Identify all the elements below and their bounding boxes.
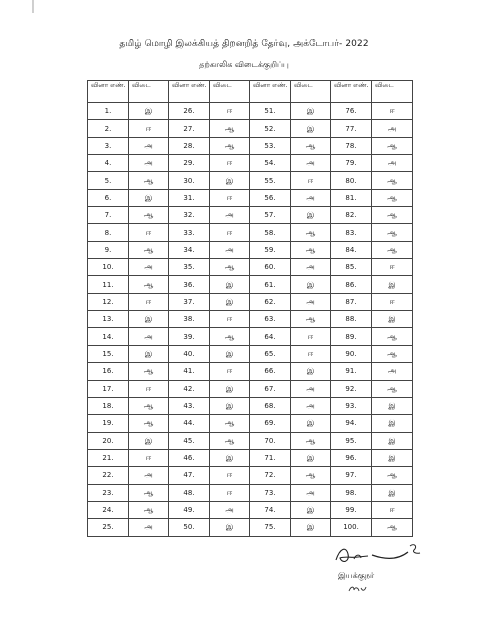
table-row xyxy=(88,137,413,154)
answer-cell: ஈ xyxy=(372,103,413,120)
header-answer: விடை xyxy=(210,81,250,103)
answer-cell: இ xyxy=(372,415,413,432)
answer-cell: ஈ xyxy=(129,449,169,466)
question-number-cell: 12. xyxy=(88,293,129,310)
question-number-cell: 10. xyxy=(88,259,129,276)
question-number-cell: 88. xyxy=(331,311,372,328)
answer-cell: இ xyxy=(210,380,250,397)
question-number-cell: 74. xyxy=(250,501,291,518)
question-number-cell: 20. xyxy=(88,432,129,449)
answer-cell: ஆ xyxy=(372,241,413,258)
answer-cell: இ xyxy=(291,103,331,120)
question-number-cell: 55. xyxy=(250,172,291,189)
answer-cell: இ xyxy=(210,172,250,189)
signatory-designation: இயக்குநர் xyxy=(338,571,375,580)
question-number-cell: 51. xyxy=(250,103,291,120)
answer-cell: இ xyxy=(291,363,331,380)
question-number-cell: 44. xyxy=(169,415,210,432)
question-number-cell: 4. xyxy=(88,155,129,172)
question-number-cell: 80. xyxy=(331,172,372,189)
document-title: தமிழ் மொழி இலக்கியத் திறனறித் தேர்வு, அக்டோபர்- 2022 xyxy=(119,39,369,49)
question-number-cell: 69. xyxy=(250,415,291,432)
question-number-cell: 98. xyxy=(331,484,372,501)
table-row xyxy=(88,484,413,501)
question-number-cell: 49. xyxy=(169,501,210,518)
answer-cell: அ xyxy=(129,519,169,536)
answer-cell: அ xyxy=(372,155,413,172)
question-number-cell: 67. xyxy=(250,380,291,397)
question-number-cell: 59. xyxy=(250,241,291,258)
question-number-cell: 26. xyxy=(169,103,210,120)
signature-scribble xyxy=(328,540,423,568)
question-number-cell: 83. xyxy=(331,224,372,241)
answer-cell: ஈ xyxy=(210,189,250,206)
header-answer: விடை xyxy=(291,81,331,103)
question-number-cell: 89. xyxy=(331,328,372,345)
question-number-cell: 7. xyxy=(88,207,129,224)
question-number-cell: 40. xyxy=(169,345,210,362)
answer-cell: அ xyxy=(129,137,169,154)
answer-cell: இ xyxy=(291,501,331,518)
question-number-cell: 42. xyxy=(169,380,210,397)
question-number-cell: 33. xyxy=(169,224,210,241)
table-row xyxy=(88,259,413,276)
answer-cell: ஆ xyxy=(372,345,413,362)
answer-cell: இ xyxy=(210,345,250,362)
question-number-cell: 76. xyxy=(331,103,372,120)
question-number-cell: 84. xyxy=(331,241,372,258)
answer-cell: அ xyxy=(291,189,331,206)
question-number-cell: 3. xyxy=(88,137,129,154)
question-number-cell: 34. xyxy=(169,241,210,258)
question-number-cell: 57. xyxy=(250,207,291,224)
answer-cell: ஆ xyxy=(291,137,331,154)
answer-cell: அ xyxy=(129,467,169,484)
table-row xyxy=(88,380,413,397)
question-number-cell: 64. xyxy=(250,328,291,345)
question-number-cell: 75. xyxy=(250,519,291,536)
answer-cell: அ xyxy=(129,328,169,345)
answer-cell: ஈ xyxy=(129,293,169,310)
answer-cell: ஆ xyxy=(291,224,331,241)
header-question-number: வினா எண். xyxy=(331,81,372,103)
question-number-cell: 95. xyxy=(331,432,372,449)
answer-cell: அ xyxy=(291,484,331,501)
question-number-cell: 66. xyxy=(250,363,291,380)
question-number-cell: 28. xyxy=(169,137,210,154)
answer-cell: ஆ xyxy=(291,432,331,449)
table-row xyxy=(88,120,413,137)
question-number-cell: 31. xyxy=(169,189,210,206)
answer-cell: ஆ xyxy=(129,501,169,518)
answer-cell: ஆ xyxy=(291,241,331,258)
table-row xyxy=(88,501,413,518)
table-row xyxy=(88,397,413,414)
answer-cell: ஈ xyxy=(372,259,413,276)
table-row xyxy=(88,276,413,293)
question-number-cell: 39. xyxy=(169,328,210,345)
answer-cell: இ xyxy=(291,415,331,432)
question-number-cell: 58. xyxy=(250,224,291,241)
table-row xyxy=(88,172,413,189)
answer-cell: ஆ xyxy=(210,259,250,276)
answer-cell: இ xyxy=(372,311,413,328)
answer-cell: இ xyxy=(210,449,250,466)
question-number-cell: 71. xyxy=(250,449,291,466)
header-answer: விடை xyxy=(129,81,169,103)
answer-cell: ஆ xyxy=(210,432,250,449)
question-number-cell: 90. xyxy=(331,345,372,362)
table-row xyxy=(88,241,413,258)
question-number-cell: 91. xyxy=(331,363,372,380)
answer-cell: இ xyxy=(129,189,169,206)
header-question-number: வினா எண். xyxy=(169,81,210,103)
answer-cell: ஈ xyxy=(210,155,250,172)
answer-cell: இ xyxy=(291,120,331,137)
answer-cell: ஆ xyxy=(210,137,250,154)
answer-cell: இ xyxy=(210,397,250,414)
table-header-row xyxy=(88,81,413,103)
question-number-cell: 73. xyxy=(250,484,291,501)
header-answer: விடை xyxy=(372,81,413,103)
answer-cell: அ xyxy=(210,501,250,518)
question-number-cell: 17. xyxy=(88,380,129,397)
answer-cell: ஆ xyxy=(210,415,250,432)
question-number-cell: 8. xyxy=(88,224,129,241)
question-number-cell: 32. xyxy=(169,207,210,224)
question-number-cell: 35. xyxy=(169,259,210,276)
question-number-cell: 82. xyxy=(331,207,372,224)
answer-cell: ஆ xyxy=(372,328,413,345)
answer-cell: ஆ xyxy=(291,467,331,484)
answer-key-table xyxy=(87,80,413,537)
answer-cell: இ xyxy=(210,293,250,310)
question-number-cell: 79. xyxy=(331,155,372,172)
table-row xyxy=(88,415,413,432)
table-row xyxy=(88,155,413,172)
table-row xyxy=(88,449,413,466)
question-number-cell: 16. xyxy=(88,363,129,380)
answer-cell: ஆ xyxy=(129,484,169,501)
question-number-cell: 2. xyxy=(88,120,129,137)
question-number-cell: 97. xyxy=(331,467,372,484)
table-row xyxy=(88,363,413,380)
question-number-cell: 94. xyxy=(331,415,372,432)
answer-cell: ஆ xyxy=(372,519,413,536)
question-number-cell: 54. xyxy=(250,155,291,172)
table-row xyxy=(88,224,413,241)
question-number-cell: 100. xyxy=(331,519,372,536)
question-number-cell: 47. xyxy=(169,467,210,484)
question-number-cell: 99. xyxy=(331,501,372,518)
question-number-cell: 11. xyxy=(88,276,129,293)
answer-cell: இ xyxy=(291,449,331,466)
question-number-cell: 81. xyxy=(331,189,372,206)
question-number-cell: 30. xyxy=(169,172,210,189)
question-number-cell: 1. xyxy=(88,103,129,120)
question-number-cell: 52. xyxy=(250,120,291,137)
question-number-cell: 27. xyxy=(169,120,210,137)
answer-cell: ஆ xyxy=(129,397,169,414)
answer-cell: ஈ xyxy=(210,484,250,501)
question-number-cell: 23. xyxy=(88,484,129,501)
table-row xyxy=(88,207,413,224)
question-number-cell: 21. xyxy=(88,449,129,466)
answer-cell: அ xyxy=(291,259,331,276)
question-number-cell: 50. xyxy=(169,519,210,536)
answer-cell: ஆ xyxy=(129,241,169,258)
question-number-cell: 70. xyxy=(250,432,291,449)
answer-cell: அ xyxy=(129,259,169,276)
question-number-cell: 60. xyxy=(250,259,291,276)
answer-cell: ஆ xyxy=(372,137,413,154)
question-number-cell: 61. xyxy=(250,276,291,293)
answer-cell: இ xyxy=(372,484,413,501)
table-row xyxy=(88,432,413,449)
answer-cell: ஈ xyxy=(291,328,331,345)
answer-cell: ஆ xyxy=(210,328,250,345)
answer-cell: ஆ xyxy=(210,120,250,137)
question-number-cell: 68. xyxy=(250,397,291,414)
answer-cell: ஆ xyxy=(372,224,413,241)
signatory-initials xyxy=(347,584,367,594)
question-number-cell: 38. xyxy=(169,311,210,328)
question-number-cell: 77. xyxy=(331,120,372,137)
table-row xyxy=(88,189,413,206)
question-number-cell: 13. xyxy=(88,311,129,328)
table-row xyxy=(88,293,413,310)
answer-cell: ஈ xyxy=(291,345,331,362)
answer-cell: ஆ xyxy=(129,363,169,380)
answer-cell: ஆ xyxy=(372,172,413,189)
answer-cell: அ xyxy=(210,207,250,224)
table-row xyxy=(88,345,413,362)
answer-cell: ஆ xyxy=(372,207,413,224)
answer-cell: இ xyxy=(129,103,169,120)
question-number-cell: 87. xyxy=(331,293,372,310)
header-question-number: வினா எண். xyxy=(88,81,129,103)
table-row xyxy=(88,467,413,484)
answer-cell: இ xyxy=(129,345,169,362)
answer-cell: ஈ xyxy=(291,172,331,189)
answer-cell: ஈ xyxy=(210,224,250,241)
question-number-cell: 45. xyxy=(169,432,210,449)
scan-mark xyxy=(30,0,36,14)
answer-cell: அ xyxy=(129,155,169,172)
question-number-cell: 56. xyxy=(250,189,291,206)
answer-cell: இ xyxy=(372,432,413,449)
question-number-cell: 9. xyxy=(88,241,129,258)
answer-cell: ஆ xyxy=(129,207,169,224)
answer-cell: ஆ xyxy=(291,311,331,328)
question-number-cell: 37. xyxy=(169,293,210,310)
answer-cell: இ xyxy=(291,276,331,293)
question-number-cell: 63. xyxy=(250,311,291,328)
question-number-cell: 41. xyxy=(169,363,210,380)
answer-cell: அ xyxy=(210,241,250,258)
question-number-cell: 72. xyxy=(250,467,291,484)
question-number-cell: 29. xyxy=(169,155,210,172)
answer-cell: அ xyxy=(291,397,331,414)
answer-cell: ஈ xyxy=(210,467,250,484)
answer-cell: ஆ xyxy=(129,276,169,293)
question-number-cell: 96. xyxy=(331,449,372,466)
question-number-cell: 85. xyxy=(331,259,372,276)
answer-cell: ஆ xyxy=(129,415,169,432)
header-question-number: வினா எண். xyxy=(250,81,291,103)
answer-cell: அ xyxy=(372,120,413,137)
question-number-cell: 43. xyxy=(169,397,210,414)
question-number-cell: 65. xyxy=(250,345,291,362)
answer-cell: அ xyxy=(291,293,331,310)
answer-cell: இ xyxy=(129,432,169,449)
question-number-cell: 22. xyxy=(88,467,129,484)
question-number-cell: 78. xyxy=(331,137,372,154)
question-number-cell: 46. xyxy=(169,449,210,466)
answer-cell: ஈ xyxy=(210,311,250,328)
question-number-cell: 15. xyxy=(88,345,129,362)
table-row xyxy=(88,519,413,536)
answer-cell: இ xyxy=(372,276,413,293)
question-number-cell: 5. xyxy=(88,172,129,189)
answer-cell: ஆ xyxy=(372,467,413,484)
answer-cell: இ xyxy=(129,311,169,328)
answer-cell: ஆ xyxy=(129,172,169,189)
answer-cell: இ xyxy=(372,397,413,414)
question-number-cell: 36. xyxy=(169,276,210,293)
answer-cell: அ xyxy=(291,380,331,397)
document-subtitle: தற்காலிக விடைக்குறிப்பு xyxy=(199,60,289,69)
question-number-cell: 14. xyxy=(88,328,129,345)
answer-cell: ஈ xyxy=(210,103,250,120)
answer-cell: அ xyxy=(291,155,331,172)
answer-cell: இ xyxy=(372,449,413,466)
answer-cell: இ xyxy=(291,519,331,536)
answer-cell: ஈ xyxy=(129,120,169,137)
answer-cell: ஈ xyxy=(372,293,413,310)
answer-cell: இ xyxy=(210,276,250,293)
table-row xyxy=(88,311,413,328)
answer-cell: ஈ xyxy=(372,501,413,518)
answer-cell: இ xyxy=(210,519,250,536)
question-number-cell: 48. xyxy=(169,484,210,501)
question-number-cell: 25. xyxy=(88,519,129,536)
answer-cell: ஈ xyxy=(210,363,250,380)
question-number-cell: 62. xyxy=(250,293,291,310)
answer-cell: ஈ xyxy=(129,380,169,397)
question-number-cell: 53. xyxy=(250,137,291,154)
answer-cell: இ xyxy=(291,207,331,224)
question-number-cell: 86. xyxy=(331,276,372,293)
answer-cell: ஆ xyxy=(372,189,413,206)
table-row xyxy=(88,103,413,120)
question-number-cell: 18. xyxy=(88,397,129,414)
question-number-cell: 93. xyxy=(331,397,372,414)
table-row xyxy=(88,328,413,345)
question-number-cell: 24. xyxy=(88,501,129,518)
answer-cell: ஆ xyxy=(372,380,413,397)
answer-cell: அ xyxy=(372,363,413,380)
question-number-cell: 19. xyxy=(88,415,129,432)
question-number-cell: 6. xyxy=(88,189,129,206)
question-number-cell: 92. xyxy=(331,380,372,397)
answer-cell: ஈ xyxy=(129,224,169,241)
